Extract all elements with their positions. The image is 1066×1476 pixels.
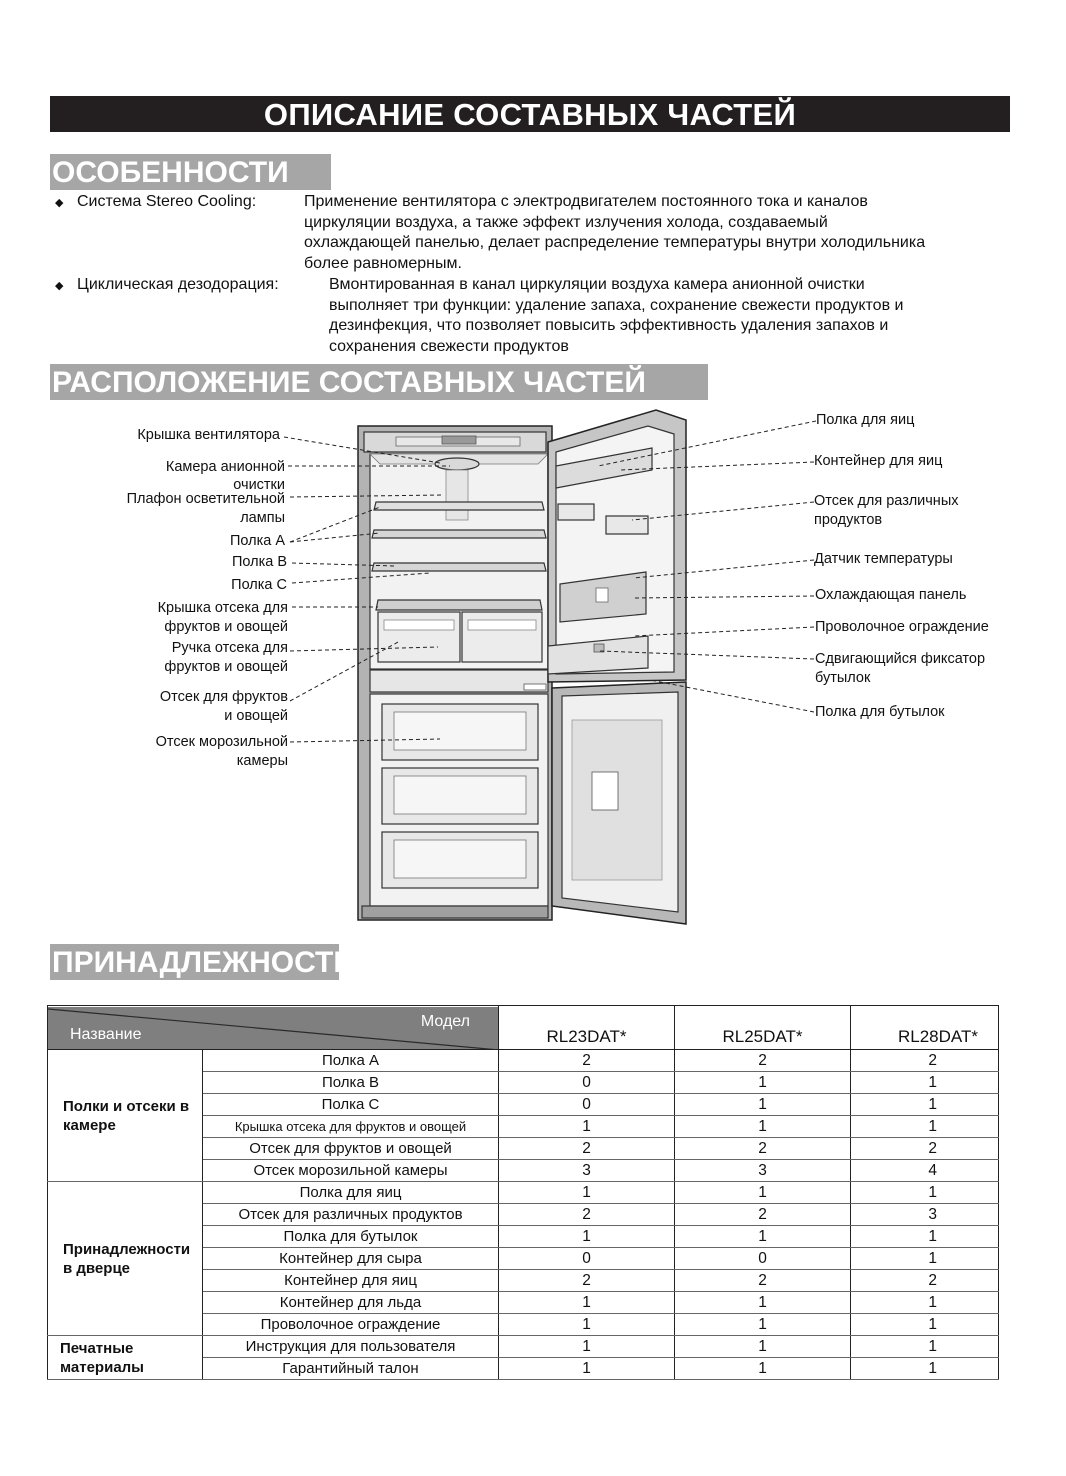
label-crisper-handle: Ручка отсека для фруктов и овощей	[164, 640, 288, 675]
table-cell: 1	[675, 1072, 851, 1094]
feature-line: Применение вентилятора с электродвигателем постоянного тока и каналов	[304, 193, 868, 210]
label-fan-cover: Крышка вентилятора	[137, 427, 280, 443]
label-crisper: Отсек для фруктов и овощей	[159, 689, 288, 724]
item-name: Полка C	[203, 1094, 499, 1116]
model-header: RL28DAT*	[851, 1006, 999, 1050]
item-name: Контейнер для яиц	[203, 1270, 499, 1292]
table-row	[48, 1182, 999, 1204]
table-cell: 1	[499, 1336, 675, 1358]
table-cell: 1	[675, 1116, 851, 1138]
parts-layout-section-title: РАСПОЛОЖЕНИЕ СОСТАВНЫХ ЧАСТЕЙ	[50, 364, 708, 400]
feature-name: Циклическая дезодорация:	[77, 276, 279, 293]
table-cell: 1	[851, 1336, 999, 1358]
group-label: Полки и отсеки в камере	[48, 1050, 203, 1182]
crisper-cover	[376, 600, 542, 610]
table-cell: 1	[851, 1248, 999, 1270]
table-cell: 1	[851, 1072, 999, 1094]
shelf-b	[372, 563, 546, 571]
table-cell: 3	[851, 1204, 999, 1226]
header-corner-cell	[48, 1006, 499, 1050]
model-header: RL23DAT*	[499, 1006, 675, 1050]
feature-line: Вмонтированная в канал циркуляции воздуха камера анионной очистки	[329, 276, 865, 293]
table-cell: 1	[851, 1226, 999, 1248]
table-cell: 1	[499, 1182, 675, 1204]
bullet-icon: ◆	[55, 197, 64, 209]
table-cell: 0	[499, 1248, 675, 1270]
table-cell: 1	[675, 1336, 851, 1358]
feature-line: циркуляции воздуха, а также эффект излучения холода, создаваемый	[304, 213, 828, 231]
label-crisper-cover: Крышка отсека для фруктов и овощей	[157, 600, 288, 635]
door-bin	[558, 504, 594, 520]
table-cell: 2	[851, 1050, 999, 1072]
table-cell: 2	[675, 1138, 851, 1160]
shelf-a	[372, 530, 546, 538]
item-name: Отсек для фруктов и овощей	[203, 1138, 499, 1160]
label-lamp-shade: Плафон осветительной лампы	[126, 491, 285, 526]
item-name: Крышка отсека для фруктов и овощей	[203, 1116, 499, 1138]
table-cell: 1	[851, 1116, 999, 1138]
table-cell: 0	[675, 1248, 851, 1270]
table-cell: 2	[675, 1204, 851, 1226]
label-wire-guard: Проволочное ограждение	[815, 619, 989, 635]
table-cell: 1	[499, 1116, 675, 1138]
table-cell: 1	[675, 1292, 851, 1314]
table-cell: 1	[499, 1314, 675, 1336]
label-freezer-drawer: Отсек морозильной камеры	[155, 734, 288, 769]
table-row	[48, 1336, 999, 1358]
item-name: Контейнер для сыра	[203, 1248, 499, 1270]
table-cell: 1	[675, 1182, 851, 1204]
group-label: Принадлежности в дверце	[48, 1182, 203, 1336]
table-cell: 2	[675, 1270, 851, 1292]
table-cell: 1	[499, 1292, 675, 1314]
label-shelf-b: Полка B	[231, 554, 287, 570]
model-header: RL25DAT*	[675, 1006, 851, 1050]
label-bottle-guard: Сдвигающийся фиксатор бутылок	[815, 651, 986, 686]
table-row	[48, 1050, 999, 1072]
table-header-row	[48, 1006, 999, 1050]
label-door-bin: Отсек для различных продуктов	[814, 493, 959, 528]
item-name: Полка A	[203, 1050, 499, 1072]
table-cell: 2	[499, 1204, 675, 1226]
item-name: Проволочное ограждение	[203, 1314, 499, 1336]
table-cell: 1	[851, 1094, 999, 1116]
table-cell: 0	[499, 1094, 675, 1116]
table-cell: 1	[499, 1226, 675, 1248]
table-cell: 2	[851, 1138, 999, 1160]
item-name: Инструкция для пользователя	[203, 1336, 499, 1358]
feature-line: более равномерным.	[304, 254, 462, 272]
item-name: Отсек морозильной камеры	[203, 1160, 499, 1182]
table-cell: 1	[851, 1314, 999, 1336]
table-cell: 2	[851, 1270, 999, 1292]
table-cell: 2	[675, 1050, 851, 1072]
label-temperature-sensor: Датчик температуры	[814, 551, 953, 567]
table-cell: 2	[499, 1138, 675, 1160]
feature-line: охлаждающей панелью, делает распределение температуры внутри холодильника	[304, 234, 926, 251]
compartment-divider	[370, 670, 548, 692]
door-bin	[606, 516, 648, 534]
item-name: Полка B	[203, 1072, 499, 1094]
crisper-drawer	[378, 612, 460, 662]
table-cell: 2	[499, 1050, 675, 1072]
table-cell: 1	[675, 1226, 851, 1248]
bullet-icon: ◆	[55, 280, 64, 292]
label-anion-chamber: Камера анионной очистки	[165, 459, 285, 493]
features-section-title: ОСОБЕННОСТИ	[50, 154, 331, 190]
page-title: ОПИСАНИЕ СОСТАВНЫХ ЧАСТЕЙ	[50, 96, 1010, 132]
table-cell: 1	[499, 1358, 675, 1380]
label-bottle-shelf: Полка для бутылок	[815, 704, 945, 720]
crisper-drawer	[462, 612, 542, 662]
table-cell: 3	[499, 1160, 675, 1182]
table-cell: 4	[851, 1160, 999, 1182]
table-cell: 2	[499, 1270, 675, 1292]
accessories-section-title: ПРИНАДЛЕЖНОСТИ	[52, 946, 355, 979]
fan-cover	[435, 458, 479, 470]
table-cell: 3	[675, 1160, 851, 1182]
table-cell: 1	[851, 1292, 999, 1314]
label-shelf-a: Полка A	[229, 533, 285, 549]
accessories-table	[47, 1005, 999, 1380]
label-shelf-c: Полка C	[231, 577, 287, 593]
header-name-label: Название	[70, 1025, 142, 1043]
feature-line: дезинфекция, что позволяет повысить эффективность удаления запахов и	[329, 317, 889, 334]
feature-line: выполняет три функции: удаление запаха, сохранение свежести продуктов и	[329, 296, 904, 314]
item-name: Гарантийный талон	[203, 1358, 499, 1380]
temperature-sensor	[596, 588, 608, 602]
item-name: Полка для бутылок	[203, 1226, 499, 1248]
table-cell: 1	[851, 1182, 999, 1204]
table-cell: 1	[851, 1358, 999, 1380]
label-cooling-panel: Охлаждающая панель	[815, 587, 967, 603]
feature-line: сохранения свежести продуктов	[329, 337, 569, 355]
table-cell: 1	[675, 1094, 851, 1116]
anion-chamber	[446, 470, 468, 520]
feature-name: Система Stereo Cooling:	[77, 193, 257, 210]
item-name: Полка для яиц	[203, 1182, 499, 1204]
label-egg-shelf: Полка для яиц	[816, 412, 915, 428]
table-cell: 0	[499, 1072, 675, 1094]
table-cell: 1	[675, 1358, 851, 1380]
header-model-label: Модел	[420, 1012, 470, 1030]
item-name: Контейнер для льда	[203, 1292, 499, 1314]
group-label: Печатные материалы	[48, 1336, 203, 1380]
lamp-shade	[374, 502, 544, 510]
label-egg-container: Контейнер для яиц	[814, 453, 943, 469]
item-name: Отсек для различных продуктов	[203, 1204, 499, 1226]
table-cell: 1	[675, 1314, 851, 1336]
